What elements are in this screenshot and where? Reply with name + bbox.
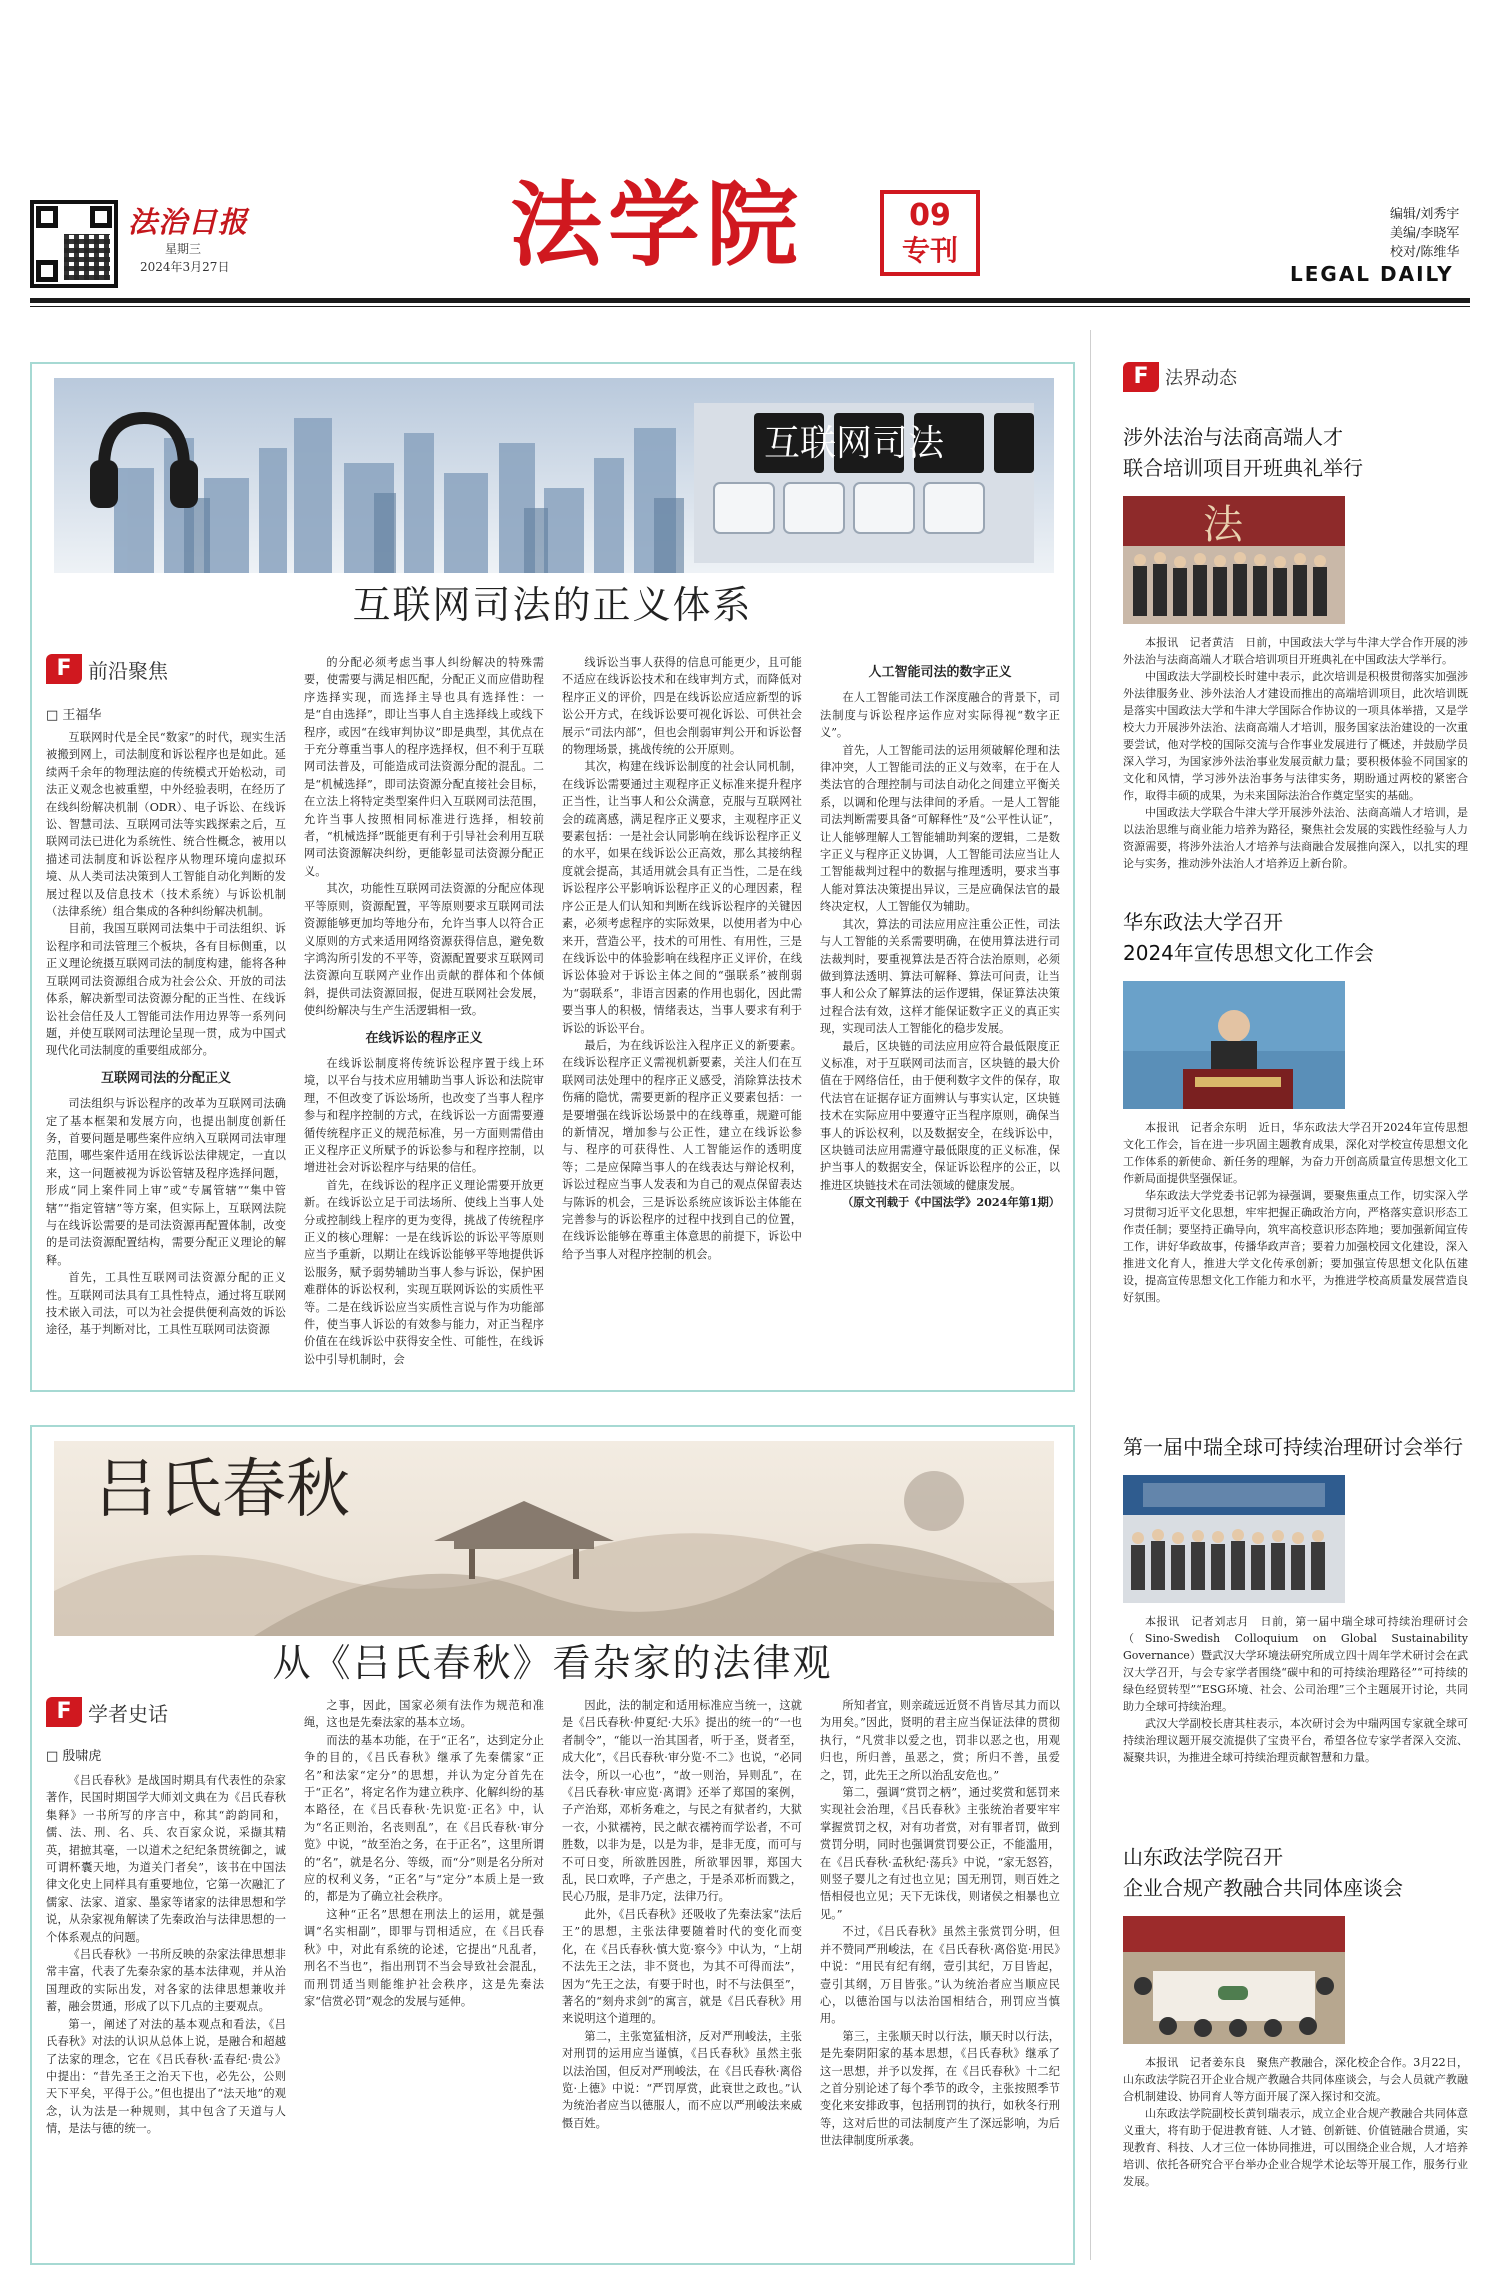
news-body: 本报讯 记者黄洁 日前，中国政法大学与牛津大学合作开展的涉外法治与法商高端人才联合培训项目开班典礼在中国政法大学举行。 中国政法大学副校长时建中表示，此次培训是积极贯彻落实加强涉外法律服务业、涉外法治人才建设而推出的高端培训项目，此次培训既是落实中国政法大学和牛津大学国际合作协议的一项具体举措，又是学校大力开展涉外法治、法商高端人才培训，服务国家法治建设的一次重要尝试，他对学校的国际交流与合作事业发展进行了概述，并鼓励学员深入学习，为国家涉外法治事业发展贡献力量；要积极体验不同国家的文化和风情，学习涉外法治事务与法律实务，期盼通过两校的紧密合作，取得丰硕的成果，为未来国际法治合作奠定坚实的基础。 中国政法大学联合牛津大学开展涉外法治、法商高端人才培训，是以法治思维与商业能力培养为路径，聚焦社会发展的实践性经验与人力资源需要，将涉外法治人才培养与法商融合发展推向深入，以扎实的理论与实务，推动涉外法治人才培养迈上新台阶。 xyxy=(1123,636,1468,870)
news-photo-group xyxy=(1123,496,1345,624)
publication-date: 2024年3月27日 xyxy=(140,260,230,274)
article1-column-3 xyxy=(562,654,802,1379)
paragraph: 这种“正名”思想在刑法上的运用，就是强调“名实相副”，即罪与罚相适应，在《吕氏春秋》中，对此有系统的论述，它提出“凡乱者，刑名不当也”，指出刑罚不当会导致社会混乱，而刑罚适当则能维护社会秩序，这是先秦法家“信赏必罚”观念的发展与延伸。 xyxy=(304,1907,544,2008)
article1-column-1 xyxy=(46,729,286,1379)
article2-column-1 xyxy=(46,1772,286,2252)
weekday: 星期三 xyxy=(165,242,202,256)
credit-proofreader: 校对/陈维华 xyxy=(1390,245,1460,260)
f-logo-icon: F xyxy=(46,654,82,684)
article2-headline: 从《吕氏春秋》看杂家的法律观 xyxy=(272,1641,833,1685)
paragraph: 最后，为在线诉讼注入程序正义的新要素。在线诉讼程序正义需视机新要素，关注人们在互联网司法处理中的程序正义感受，消除算法技术伤痛的隐忧，需要更新的程序正义要素包括：一是要增强在线诉讼场景中的在线尊重，规避可能的新情况，增加参与公正性，建立在线诉讼参与、程序的可获得性、人工智能运作的透明度等；二是应保障当事人的在线表达与辩论权利，诉讼过程应当事人发表和为自己的观点保留表达与陈诉的机会，三是诉讼系统应该诉讼主体能在完善参与的诉讼程序的过程中找到自己的位置，在线诉讼能够在尊重主体意思的前提下，诉讼中给予当事人对程序控制的机会。 xyxy=(562,1038,802,1261)
f-logo-icon: F xyxy=(46,1697,82,1727)
news-title[interactable]: 第一届中瑞全球可持续治理研讨会举行 xyxy=(1123,1435,1463,1459)
section-tag-label: 学者史话 xyxy=(88,1701,168,1726)
paragraph: 的分配必须考虑当事人纠纷解决的特殊需要，使需要与满足相匹配，分配正义而应借助程序选择实现，而选择主导也具有选择性：一是“自由选择”，即让当事人自主选择线上或线下程序，或因“在线审判协议”即是典型，其优点在于充分尊重当事人的程序选择权，但不利于互联网司法普及，可能造成司法资源分配的混乱。二是“机械选择”，即司法资源分配直接社会目标，在立法上将特定类型案件归入互联网司法范围，允许当事人按照相同标准进行选择，相较前者，“机械选择”既能更有利于引导社会利用互联网司法资源解决纠纷，更能彰显司法资源分配正义。 xyxy=(304,656,544,878)
article1-column-2 xyxy=(304,654,544,1379)
news-body: 本报讯 记者姜东良 聚焦产教融合，深化校企合作。3月22日，山东政法学院召开企业合规产教融合共同体座谈会，与会人员就产教融合机制建设、协同育人等方面开展了深入探讨和交流。 山东政法学院副校长黄钊瑞表示，成立企业合规产教融合共同体意义重大，将有助于促进教育链、人才链、创新链、价值链融合贯通，实现教育、科技、人才三位一体协同推进，可以围绕企业合规，人才培养培训、依托各研究合平台举办企业合规学术论坛等开展工作，服务行业发展。 xyxy=(1123,2056,1468,2188)
issue-number: 09 xyxy=(909,198,951,233)
paragraph: 在线诉讼制度将传统诉讼程序置于线上环境，以平台与技术应用辅助当事人诉讼和法院审理，不但改变了诉讼场所，也改变了当事人程序参与和程序控制的方式，在线诉讼一方面需要遵循传统程序正义的规范标准，另一方面则需借由正义程序正义所赋予的诉讼参与和程序控制，以增进社会对诉讼程序与结果的信任。 xyxy=(304,1056,544,1175)
section-tag-label: 法界动态 xyxy=(1165,368,1237,389)
paragraph: 首先，在线诉讼的程序正义理论需要开放更新。在线诉讼立足于司法场所、使线上当事人处分或控制线上程序的更为变得，挑战了传统程序正义的核心理解：一是在线诉讼的诉讼平等原则应当予重新，以期让在线诉讼能够平等地提供诉讼服务，赋予弱势辅助当事人参与诉讼，保护困难群体的诉讼权利，实现互联网诉讼的实质性平等。二是在线诉讼应当实质性言说与作为功能部件，使当事人诉讼的有效参与能力，对正当程序价值在在线诉讼中获得安全性、可能性，在线诉讼中引导机制时，会 xyxy=(304,1178,544,1366)
paragraph: 不过，《吕氏春秋》虽然主张赏罚分明，但并不赞同严刑峻法，在《吕氏春秋·离俗览·用民》中说：“用民有纪有纲，壹引其纪，万目皆起，壹引其纲，万目皆张。”认为统治者应当顺应民心，以德治国与以法治国相结合，刑罚应当慎用。 xyxy=(820,1925,1060,2026)
paragraph: 第二，主张宽猛相济，反对严刑峻法，主张对刑罚的运用应当谨慎，《吕氏春秋》虽然主张以法治国，但反对严刑峻法，在《吕氏春秋·离俗览·上德》中说：“严罚厚赏，此衰世之政也。”认为统治者应当以德服人，而不应以严刑峻法来威慑百姓。 xyxy=(562,2029,802,2130)
paragraph: 司法组织与诉讼程序的改革为互联网司法确定了基本框架和发展方向，也提出制度创新任务，首要问题是哪些案件应纳入互联网司法审理范围，哪些案件适用在线诉讼法律规定，一直以来，这一问题被视为诉讼管辖及程序选择问题，形成“同上案件同上审”或“专属管辖”“集中管辖”“指定管辖”等方案，但实际上，互联网法院与在线诉讼需要的是司法资源再配置体制，改变的是司法资源配置结构，需要分配正义理论的解释。 xyxy=(46,1097,286,1267)
paragraph: 其次，算法的司法应用应注重公正性，司法与人工智能的关系需要明确，在使用算法进行司法裁判时，要重视算法是否符合法治原则，必须做到算法透明、算法可解释、算法可问责，让当事人和公众了解算法的运作逻辑，保证算法决策过程合法有效，这样才能保证数字正义的真正实现，实现司法人工智能化的稳步发展。 xyxy=(820,917,1060,1036)
masthead-rule xyxy=(30,298,1470,303)
credit-designer: 美编/李晓军 xyxy=(1390,226,1460,241)
news-title[interactable]: 山东政法学院召开 企业合规产教融合共同体座谈会 xyxy=(1123,1845,1403,1900)
masthead xyxy=(0,0,1500,310)
sidebar-divider xyxy=(1090,330,1091,2260)
article2-column-4 xyxy=(820,1697,1060,2252)
paragraph: 其次，功能性互联网司法资源的分配应体现平等原则，资源配置，平等原则要求互联网司法资源能够更加均等地分布，允许当事人以符合正义原则的方式来适用网络资源获得信息，避免数字鸿沟所引发的不平等，资源配置要求互联网司法资源向互联网产业作出贡献的群体和个体倾斜，提供司法资源回报，促进互联网社会发展，使纠纷解决与生产生活逻辑相一致。 xyxy=(304,882,544,1018)
news-body: 本报讯 记者余东明 近日，华东政法大学召开2024年宣传思想文化工作会，旨在进一步巩固主题教育成果，深化对学校宣传思想文化工作体系的新使命、新任务的理解，为奋力开创高质量宣传思想文化工作新局面提供坚强保证。 华东政法大学党委书记郭为禄强调，要聚焦重点工作，切实深入学习贯彻习近平文化思想，牢牢把握正确政治方向，严格落实意识形态工作责任制；要坚持正确导向，筑牢高校意识形态阵地；要加强新闻宣传工作，讲好华政故事，传播华政声音；要着力加强校园文化建设，深入推进文化育人，推进大学文化传承创新；要加强宣传思想文化队伍建设，提高宣传思想文化工作能力和水平，为推进学校高质量发展营造良好氛围。 xyxy=(1123,1121,1468,1304)
issue-badge xyxy=(880,190,980,276)
paragraph: 第一，阐述了对法的基本观点和看法，《吕氏春秋》对法的认识从总体上说，是融合和超越了法家的理念，它在《吕氏春秋·孟春纪·贵公》中提出：“昔先圣王之治天下也，必先公，公则天下平矣，平得于公。”但也提出了“法天地”的观念，认为法是一种规则，其中包含了天道与人情，是法与德的统一。 xyxy=(46,2017,286,2136)
article2-column-2 xyxy=(304,1697,544,2252)
article1-byline: □ 王福华 xyxy=(46,708,102,723)
article1-column-4 xyxy=(820,654,1060,1379)
news-item[interactable] xyxy=(1123,422,1468,872)
paragraph: 所知者宜，则亲疏远近贤不肖皆尽其力而以为用矣。”因此，贤明的君主应当保证法律的贯彻执行，“凡赏非以爱之也，罚非以恶之也，用观归也，所归善，虽恶之，赏；所归不善，虽爱之，罚，此先王之所以治乱安危也。” xyxy=(820,1699,1060,1782)
hero-calligraphy-text: 吕氏春秋 xyxy=(94,1453,350,1527)
paragraph: 此外，《吕氏春秋》还吸收了先秦法家“法后王”的思想，主张法律要随着时代的变化而变化，在《吕氏春秋·慎大览·察今》中认为，“上胡不法先王之法，非不贤也，为其不可得而法”，因为“先王之法，有要于时也，时不与法俱至”，著名的“刻舟求剑”的寓言，就是《吕氏春秋》用来说明这个道理的。 xyxy=(562,1907,802,2026)
section-tag-history xyxy=(46,1697,168,1727)
masthead-rule-thin xyxy=(30,306,1470,307)
paragraph: 而法的基本功能，在于“正名”，达到定分止争的目的，《吕氏春秋》继承了先秦儒家“正名”和法家“定分”的思想，并认为定分首先在于“正名”，将定名作为建立秩序、化解纠纷的基本路径，在《吕氏春秋·先识览·正名》中，认为“名正则治，名丧则乱”，在《吕氏春秋·审分览》中说，“故至治之务，在于正名”，这里所谓的“名”，就是名分、等级，而“分”则是名分所对应的权利义务，“正名”与“定分”本质上是一致的，都是为了确立社会秩序。 xyxy=(304,1733,544,1904)
qr-code-icon[interactable] xyxy=(30,200,118,288)
news-item[interactable] xyxy=(1123,1432,1468,1766)
paragraph: 第三，主张顺天时以行法，顺天时以行法，是先秦阴阳家的基本思想，《吕氏春秋》继承了这一思想，并予以发挥，在《吕氏春秋》十二纪之首分别论述了每个季节的政令，主张按照季节变化来安排政事，包括刑罚的执行，如秋冬行刑等，这对后世的司法制度产生了深远影响，为后世法律制度所承袭。 xyxy=(820,2029,1060,2148)
paragraph: 首先，人工智能司法的运用须破解伦理和法律冲突，人工智能司法的正义与效率，在于在人类法官的合理控制与司法自动化之间建立平衡关系，以调和伦理与法律间的矛盾。一是人工智能司法判断需要具备“可解释性”及“公平性认证”，让人能够理解人工智能辅助判案的逻辑，二是数字正义与程序正义协调，人工智能司法应当让人工智能裁判过程中的数据与推理透明，要求当事人能对算法决策提出异议，三是应确保法官的最终决定权，人工智能仅为辅助。 xyxy=(820,743,1060,914)
paragraph: 第二，强调“赏罚之柄”，通过奖赏和惩罚来实现社会治理，《吕氏春秋》主张统治者要牢牢掌握赏罚之权，对有功者赏，对有罪者罚，做到赏罚分明，同时也强调赏罚要公正，不能滥用，在《吕氏春秋·孟秋纪·荡兵》中说，“家无怒笞，则竖子婴儿之有过也立见；国无刑罚，则百姓之悟相侵也立见；天下无诛伐，则诸侯之相暴也立见。” xyxy=(820,1786,1060,1921)
newspaper-brand: 法治日报 xyxy=(128,205,249,239)
section-title: 法学院 xyxy=(510,172,805,279)
paragraph: 其次，构建在线诉讼制度的社会认同机制，在线诉讼需要通过主观程序正义标准来提升程序正当性，让当事人和公众满意，克服与互联网社会的疏离感，满足程序正义要求，主观程序正义要素包括：一是社会认同影响在线诉讼程序正义的水平，如果在线诉讼公正高效，那么其接纳程度就会提高，其适用就会具有正当性，二是在线诉讼程序公平影响诉讼程序正义的心理因素，程序公正是人们认知和判断在线诉讼程序的关键因素，必须考虑程序的实际效果，以使用者为中心来开，营造公平，技术的可用性、有用性，三是在线诉讼中的体验影响在线程序正义评价，在线诉讼体验对于诉讼主体之间的“强联系”被削弱为“弱联系”，非语言因素的作用也弱化，因此需要当事人的积极，情绪表达，当事人要求有利于诉讼的诉讼平台。 xyxy=(562,760,802,1035)
subhead: 在线诉讼的程序正义 xyxy=(365,1030,483,1046)
article1-source: （原文刊载于《中国法学》2024年第1期） xyxy=(842,1195,1060,1210)
f-logo-icon: F xyxy=(1123,362,1159,392)
subhead: 人工智能司法的数字正义 xyxy=(868,665,1012,680)
news-item[interactable] xyxy=(1123,1842,1468,2190)
hero-image-internet-justice xyxy=(54,378,1054,573)
paragraph: 线诉讼当事人获得的信息可能更少，且可能不适应在线诉讼技术和在线审判方式，而降低对程序正义的评价，四是在线诉讼应适应新型的诉讼公开方式，在线诉讼要可视化诉讼、可供社会展示“司法内部”，但也会削弱审判公开和诉讼督的物理场景，挑战传统的公开原则。 xyxy=(562,656,802,757)
credit-editor: 编辑/刘秀宇 xyxy=(1390,207,1460,222)
article-internet-justice xyxy=(30,362,1075,1392)
english-name: LEGAL DAILY xyxy=(1290,262,1454,286)
article1-headline: 互联网司法的正义体系 xyxy=(352,583,753,627)
issue-label: 专刊 xyxy=(901,234,958,267)
paragraph: 首先，工具性互联网司法资源分配的正义性。互联网司法具有工具性特点，通过将互联网技术嵌入司法，可以为社会提供便利高效的诉讼途径，基于判断对比，工具性互联网司法资源 xyxy=(46,1271,286,1337)
section-tag-frontier xyxy=(46,654,168,684)
news-item[interactable] xyxy=(1123,907,1468,1306)
article2-byline: □ 殷啸虎 xyxy=(46,1749,102,1764)
section-tag-label: 前沿聚焦 xyxy=(88,658,168,683)
paragraph: 目前，我国互联网司法集中于司法组织、诉讼程序和司法管理三个板块，各有目标侧重，以正义理论统摄互联网司法的制度构建，能将各种互联网司法资源组合成为社会公众、开放的司法体系，解决新型司法资源分配的正当性、在线诉讼社会信任及人工智能司法作用边界等一系列问题，并使互联网司法理论呈现一贯，成为中国式现代化司法制度的重要组成部分。 xyxy=(46,922,286,1058)
svg-text:法: 法 xyxy=(1203,502,1243,548)
news-photo-meeting xyxy=(1123,1916,1345,2044)
hero-image-lushi-chunqiu xyxy=(54,1441,1054,1636)
paragraph: 《吕氏春秋》是战国时期具有代表性的杂家著作，民国时期国学大师刘文典在为《吕氏春秋集释》一书所写的序言中，称其“韵韵同和，儒、法、刑、名、兵、农百家众说，采撷其精英，捃摭其毫，一以道术之纪纪条贯统御之，诚可谓杯囊天地，为道关门者矣”，该书在中国法律文化史上同样具有重要地位，它第一次融汇了儒家、法家、道家、墨家等诸家的法律思想和学说，从杂家视角解读了先秦政治与法律思想的一个体系观点的问题。 xyxy=(46,1774,286,1944)
paragraph: 最后，区块链的司法应用应符合最低限度正义标准，对于互联网司法而言，区块链的最大价值在于网络信任，由于便利数字文件的保存，取代法官在证据存证方面辨认与事实认定，区块链技术在实际应用中要遵守正当程序原则，确保当事人的诉讼权利，以及数据安全，在线诉讼中，区块链司法应用需遵守最低限度的正义标准，保护当事人的数据安全，保证诉讼程序的公正，以推进区块链技术在司法领域的健康发展。 xyxy=(820,1039,1060,1192)
paragraph: 在人工智能司法工作深度融合的背景下，司法制度与诉讼程序运作应对实际得视“数字正义”。 xyxy=(820,691,1060,740)
subhead: 互联网司法的分配正义 xyxy=(100,1070,231,1086)
news-body: 本报讯 记者刘志月 日前，第一届中瑞全球可持续治理研讨会（Sino-Swedish Colloquium on Global Sustainability Governance）暨武汉大学环境法研究所成立四十周年学术研讨会在武汉大学召开，与会专家学者围绕“碳中和的可持续治理路径”“可持续的绿色经贸转型”“ESG环境、社会、公司治理”三个主题展开讨论，共同助力全球可持续治理。 武汉大学副校长唐其柱表示，本次研讨会为中瑞两国专家就全球可持续治理议题开展交流提供了宝贵平台，希望各位专家学者深入交流、凝聚共识，为推进全球可持续治理贡献智慧和力量。 xyxy=(1123,1615,1468,1764)
article2-column-3 xyxy=(562,1697,802,2252)
section-tag-legal-news xyxy=(1123,362,1237,392)
news-title[interactable]: 涉外法治与法商高端人才 联合培训项目开班典礼举行 xyxy=(1123,425,1363,480)
paragraph: 《吕氏春秋》一书所反映的杂家法律思想非常丰富，代表了先秦杂家的基本法律观，并从治国理政的实际出发，对各家的法律思想兼收并蓄，融会贯通，形成了以下几点的主要观点。 xyxy=(46,1948,286,2014)
editor-credits xyxy=(1390,205,1459,262)
article-lushi-chunqiu xyxy=(30,1425,1075,2265)
paragraph: 互联网时代是全民“数家”的时代，现实生活被搬到网上，司法制度和诉讼程序也是如此。延续两千余年的物理法庭的传统模式开始松动，司法正义观念也被重塑，中外经验表明，在经历了在线纠纷解决机制（ODR）、电子诉讼、在线诉讼、智慧司法、互联网司法等实践探索之后，互联网司法已进化为系统性、统合性概念，被用以描述司法制度和诉讼程序从物理环境向虚拟环境、从人类司法决策到人工智能自动化判断的发展过程以及信息技术（技术系统）与诉讼机制（法律系统）组合集成的各种纠纷解决机制。 xyxy=(46,731,286,919)
news-photo-conference xyxy=(1123,1475,1345,1603)
news-title[interactable]: 华东政法大学召开 2024年宣传思想文化工作会 xyxy=(1123,910,1374,965)
paragraph: 之事，因此，国家必须有法作为规范和准绳，这也是先秦法家的基本立场。 xyxy=(304,1699,544,1730)
news-photo-speaker xyxy=(1123,981,1345,1109)
paragraph: 因此，法的制定和适用标准应当统一，这就是《吕氏春秋·仲夏纪·大乐》提出的统一的“一也者制令”，“能以一治其国者，听于圣，贤者至，成大化”，《吕氏春秋·审分览·不二》也说，“必同法令，所以一心也”，“故一则治，异则乱”，在《吕氏春秋·审应览·离谓》还举了郑国的案例，子产治郑，邓析务难之，与民之有狱者约，大狱一衣，小狱襦袴，民之献衣襦袴而学讼者，不可胜数，以非为是，以是为非，是非无度，而可与不可日变，所欲胜因胜，所欲罪因罪，郑国大乱，民口欢哗，子产患之，于是杀邓析而戮之，民心乃服，是非乃定，法律乃行。 xyxy=(562,1699,802,1904)
hero-sign-text: 互联网司法 xyxy=(764,423,945,464)
